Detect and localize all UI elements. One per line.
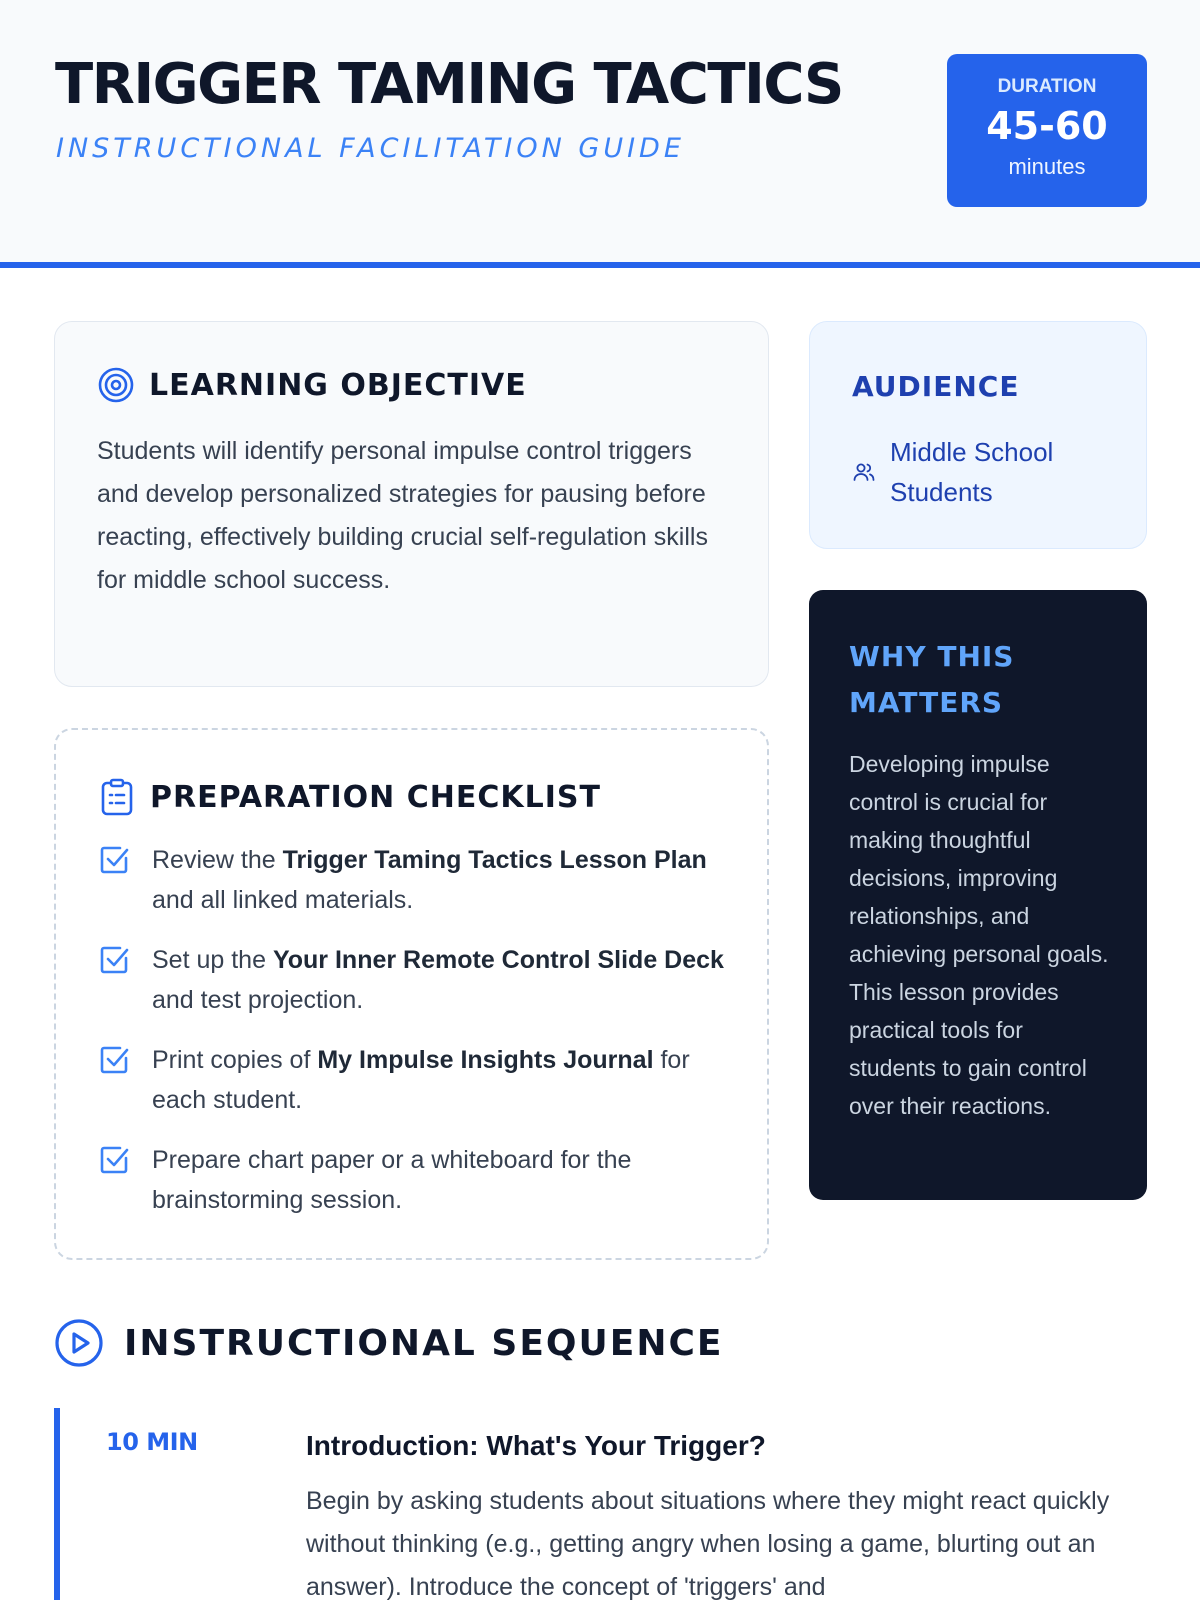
learning-objective-text: Students will identify personal impulse control triggers and develop personalized strategies for pausing before reacting, effectively building crucial self-regulation skills for middle school success. <box>97 437 708 594</box>
play-circle-icon <box>54 1318 104 1368</box>
guide-header <box>0 0 1200 268</box>
users-icon <box>852 460 876 484</box>
checklist-item-text: Print copies of <box>152 1046 318 1074</box>
instructional-sequence-header <box>54 1318 724 1368</box>
page-title: TRIGGER TAMING TACTICS <box>55 52 843 117</box>
checkbox-checked-icon <box>98 844 130 876</box>
checkbox-checked-icon <box>98 944 130 976</box>
checklist-item-resource: Trigger Taming Tactics Lesson Plan <box>282 846 707 874</box>
audience-heading: AUDIENCE <box>852 370 1020 403</box>
preparation-checklist-heading: PREPARATION CHECKLIST <box>150 779 601 815</box>
audience-text: Middle School Students <box>890 437 1054 507</box>
audience-row <box>852 432 1090 512</box>
duration-value: 45-60 <box>986 104 1108 148</box>
instructional-sequence-heading: INSTRUCTIONAL SEQUENCE <box>124 1322 724 1364</box>
learning-objective-card <box>54 321 769 687</box>
page-subtitle: INSTRUCTIONAL FACILITATION GUIDE <box>56 133 685 164</box>
checkbox-checked-icon <box>98 1044 130 1076</box>
checklist-item <box>98 840 728 920</box>
sequence-step <box>54 1408 1154 1600</box>
step-time: 10 MIN <box>106 1428 198 1456</box>
learning-objective-header <box>97 366 527 404</box>
checklist-item-text: Review the <box>152 846 283 874</box>
step-description: Begin by asking students about situations where they might react quickly without thinking (e.g., getting angry when losing a game, blurting out an answer). Introduce the concept of 'triggers' and <box>306 1487 1110 1600</box>
checklist-item <box>98 1040 728 1120</box>
why-this-matters-heading: WHY THIS MATTERS <box>849 640 1015 719</box>
checklist-items <box>98 840 728 1240</box>
preparation-checklist-card <box>54 728 769 1260</box>
checklist-item-text-end: for each student. <box>152 1046 690 1114</box>
checklist-item <box>98 1140 728 1220</box>
target-icon <box>97 366 135 404</box>
checklist-item-text: Prepare chart paper or a whiteboard for the brainstorming session. <box>152 1146 632 1214</box>
duration-badge <box>947 54 1147 207</box>
clipboard-icon <box>100 778 134 816</box>
checklist-item-text: Set up the <box>152 946 273 974</box>
preparation-checklist-header <box>100 778 601 816</box>
duration-unit: minutes <box>1008 154 1086 179</box>
learning-objective-heading: LEARNING OBJECTIVE <box>149 367 527 403</box>
checklist-item-resource: Your Inner Remote Control Slide Deck <box>272 946 724 974</box>
checklist-item <box>98 940 728 1020</box>
checklist-item-resource: My Impulse Insights Journal <box>317 1046 654 1074</box>
why-this-matters-text: Developing impulse control is crucial for making thoughtful decisions, improving relationships, and achieving personal goals. This lesson provides practical tools for students to gain control over their reactions. <box>849 751 1109 1119</box>
checklist-item-text-end: and all linked materials. <box>152 886 414 914</box>
why-this-matters-card <box>809 590 1147 1200</box>
checkbox-checked-icon <box>98 1144 130 1176</box>
duration-label: DURATION <box>997 76 1097 97</box>
step-title: Introduction: What's Your Trigger? <box>306 1430 766 1461</box>
audience-card <box>809 321 1147 549</box>
checklist-item-text-end: and test projection. <box>152 986 364 1014</box>
